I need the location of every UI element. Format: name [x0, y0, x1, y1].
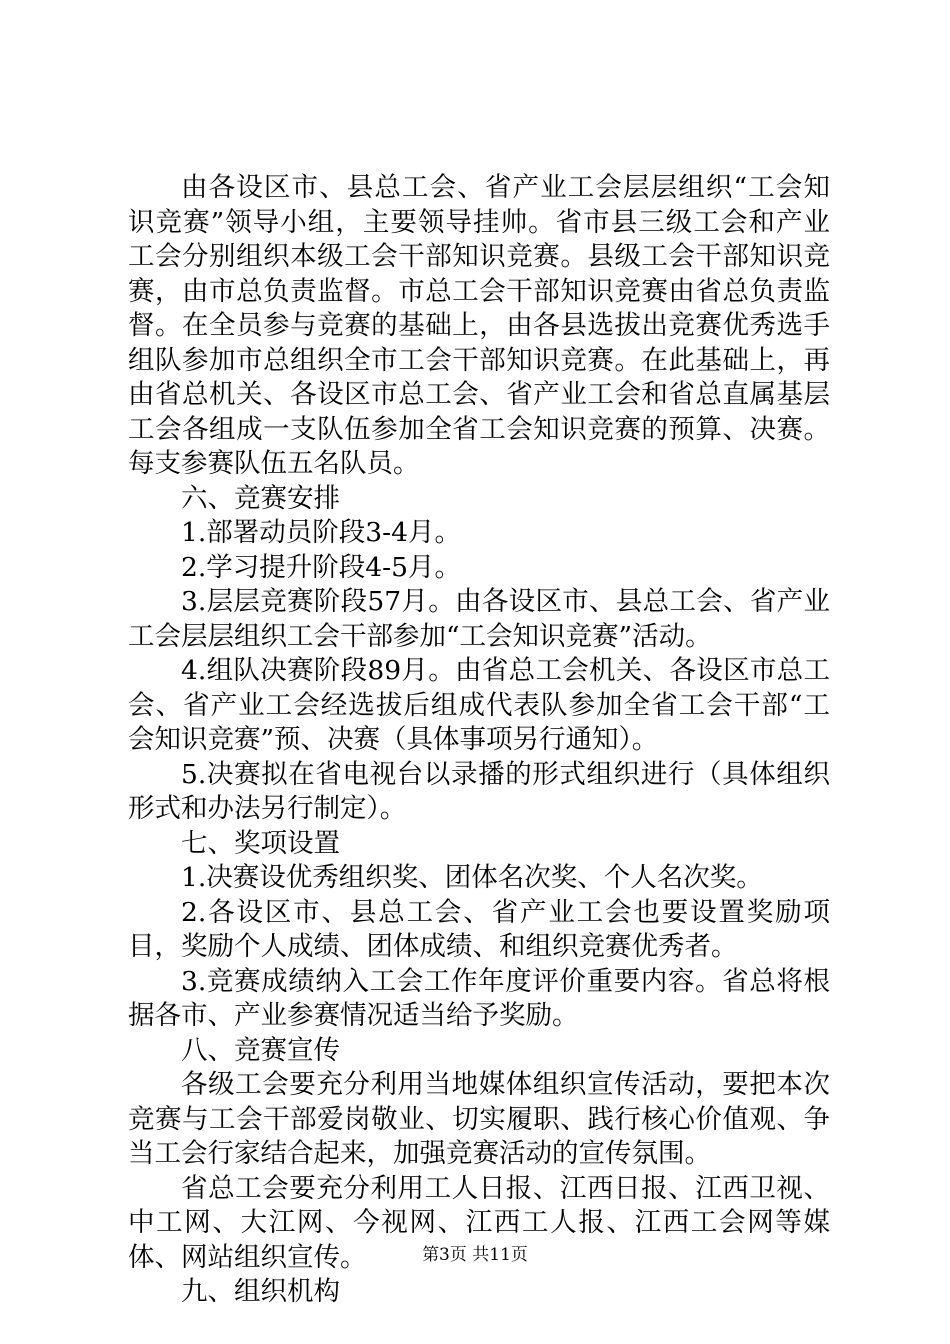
- document-body: [128, 171, 830, 1310]
- section-heading-competition-schedule: 六、竞赛安排: [181, 482, 340, 514]
- awards-item-2: 2.各设区市、县总工会、省产业工会也要设置奖励项目，奖励个人成绩、团体成绩、和组织竞赛优秀者。: [128, 896, 830, 962]
- section-heading-awards: 七、奖项设置: [181, 827, 340, 859]
- paragraph-competition-organization: 由各设区市、县总工会、省产业工会层层组织“工会知识竞赛”领导小组，主要领导挂帅。省市县三级工会和产业工会分别组织本级工会干部知识竞赛。县级工会干部知识竞赛，由市总负责监督。市总工会干部知识竞赛由省总负责监督。在全员参与竞赛的基础上，由各县选拔出竞赛优秀选手组队参加市总组织全市工会干部知识竞赛。在此基础上，再由省总机关、各设区市总工会、省产业工会和省总直属基层工会各组成一支队伍参加全省工会知识竞赛的预算、决赛。每支参赛队伍五名队员。: [128, 172, 830, 479]
- schedule-item-4: 4.组队决赛阶段89月。由省总工会机关、各设区市总工会、省产业工会经选拔后组成代表队参加全省工会干部“工会知识竞赛”预、决赛（具体事项另行通知）。: [128, 655, 830, 755]
- section-heading-publicity: 八、竞赛宣传: [181, 1034, 340, 1066]
- page-number-footer: 第3页 共11页: [422, 1245, 528, 1265]
- schedule-item-5: 5.决赛拟在省电视台以录播的形式组织进行（具体组织形式和办法另行制定）。: [128, 758, 830, 824]
- schedule-item-1: 1.部署动员阶段3-4月。: [181, 517, 461, 548]
- publicity-paragraph-1: 各级工会要充分利用当地媒体组织宣传活动，要把本次竞赛与工会干部爱岗敬业、切实履职、践行核心价值观、争当工会行家结合起来，加强竞赛活动的宣传氛围。: [128, 1069, 830, 1169]
- awards-item-3: 3.竞赛成绩纳入工会工作年度评价重要内容。省总将根据各市、产业参赛情况适当给予奖励。: [128, 965, 830, 1031]
- section-heading-organization: 九、组织机构: [181, 1276, 340, 1307]
- schedule-item-3: 3.层层竞赛阶段57月。由各设区市、县总工会、省产业工会层层组织工会干部参加“工会知识竞赛”活动。: [128, 586, 830, 652]
- awards-item-1: 1.决赛设优秀组织奖、团体名次奖、个人名次奖。: [181, 862, 763, 893]
- schedule-item-2: 2.学习提升阶段4-5月。: [181, 551, 461, 583]
- publicity-paragraph-2: 省总工会要充分利用工人日报、江西日报、江西卫视、中工网、大江网、今视网、江西工人报、江西工会网等媒体、网站组织宣传。: [128, 1172, 830, 1273]
